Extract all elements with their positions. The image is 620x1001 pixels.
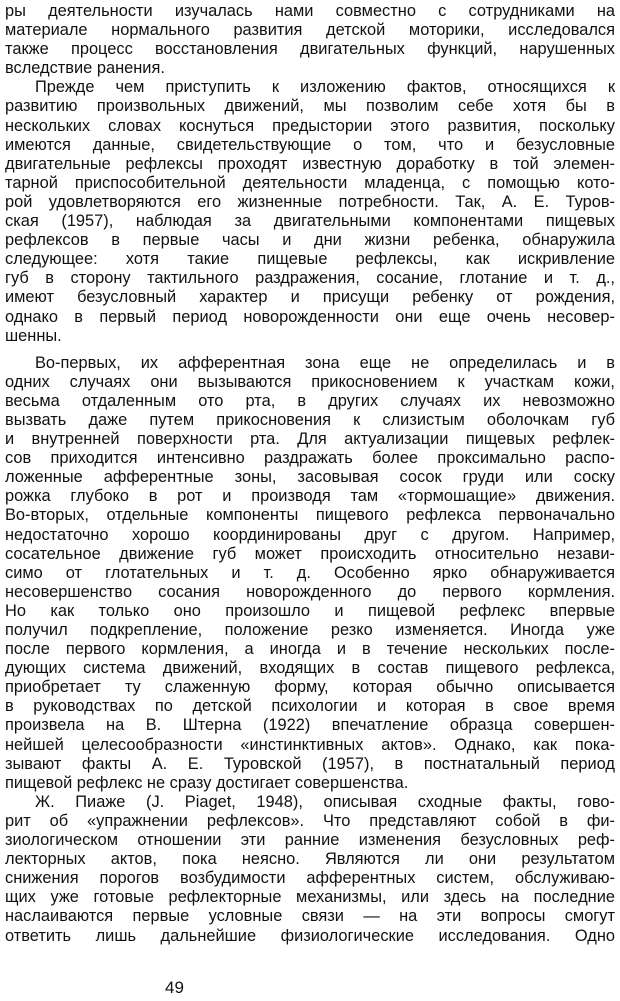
text-line: вследствие ранения. [5, 59, 165, 78]
text-line: произвела на В. Штерна (1922) впечатление образца совершен- [5, 716, 615, 735]
text-line: Во-вторых, отдельные компоненты пищевого рефлекса первоначально [5, 506, 615, 525]
text-line: также процесс восстановления двигательных функций, нарушенных [5, 40, 615, 59]
text-line: материале нормального развития детской моторики, исследовался [5, 21, 615, 40]
text-line: ская (1957), наблюдая за двигательными компонентами пищевых [5, 212, 615, 231]
text-line: вызвать даже путем прикосновения к слизистым оболочкам губ [5, 410, 615, 429]
text-line: получил подкрепление, положение резко изменяется. Иногда уже [5, 621, 615, 639]
text-line: Ж. Пиаже (J. Piaget, 1948), описывая сходные факты, гово- [35, 792, 615, 811]
text-line: дующих система движений, входящих в состав пищевого рефлекса, [5, 659, 615, 678]
text-line: имеются данные, свидетельствующие о том, что и безусловные [5, 135, 615, 154]
text-line: и внутренней поверхности рта. Для актуализации пищевых рефлек- [5, 430, 615, 449]
text-line: зиологическом отношении эти ранние изменения безусловных реф- [5, 831, 615, 850]
text-line: ответить лишь дальнейшие физиологические исследования. Одно [5, 926, 615, 945]
text-line: Но как только оно произошло и пищевой рефлекс впервые [5, 601, 615, 620]
text-line: двигательные рефлексы проходят известную доработку в той элемен- [5, 154, 615, 173]
text-line: нескольких словах коснуться предыстории этого развития, поскольку [5, 116, 615, 135]
text-line: сов приходится интенсивно раздражать более проксимально распо- [5, 449, 615, 468]
text-line: недостаточно хорошо координированы друг с другом. Например, [5, 525, 615, 544]
text-line: снижения порогов возбудимости афферентных систем, обслуживаю- [5, 869, 615, 888]
text-line: губ в сторону тактильного раздражения, сосание, глотание и т. д., [5, 269, 615, 288]
text-line: тарной приспособительной деятельности младенца, с помощью кото- [5, 173, 615, 192]
text-line: имеют безусловный характер и присущи ребенку от рождения, [5, 288, 615, 307]
text-line: в руководствах по детской психологии и которая в свое время [5, 697, 615, 716]
paragraph [5, 354, 615, 793]
text-line: сосательное движение губ может происходить относительно незави- [5, 544, 615, 563]
text-line: Прежде чем приступить к изложению фактов, относящихся к [35, 78, 615, 97]
text-line: несовершенство сосания новорожденного до первого кормления. [5, 582, 615, 601]
page-body [5, 2, 615, 946]
text-line: развитию произвольных движений, мы позволим себе хотя бы в [5, 97, 615, 116]
text-line: приобретает ту слаженную форму, которая обычно описывается [5, 678, 615, 697]
text-line: ры деятельности изучалась нами совместно с сотрудниками на [5, 2, 615, 20]
text-line: рит об «упражнении рефлексов». Что представляют собой в фи- [5, 811, 615, 830]
text-line: Во-первых, их афферентная зона еще не определилась и в [35, 353, 615, 372]
text-line: лекторных актов, пока неясно. Являются ли они результатом [5, 850, 615, 869]
text-line: зывают факты А. Е. Туровской (1957), в постнатальный период [5, 754, 615, 773]
page-number: 49 [165, 978, 184, 997]
text-line: весьма отдаленным ото рта, в других случаях их невозможно [5, 391, 615, 410]
paragraph [5, 78, 615, 345]
text-line: наслаиваются первые условные связи — на эти вопросы смогут [5, 907, 615, 926]
paragraph [5, 2, 615, 78]
text-line: шенны. [5, 326, 62, 345]
text-line: рефлексов в первые часы и дни жизни ребенка, обнаружила [5, 231, 615, 250]
text-line: одних случаях они вызываются прикосновением к участкам кожи, [5, 372, 615, 391]
text-line: рожка глубоко в рот и производя там «тормошащие» движения. [5, 487, 615, 506]
text-line: пищевой рефлекс не сразу достигает совершенства. [5, 773, 409, 792]
text-line: симо от глотательных и т. д. Особенно ярко обнаруживается [5, 563, 615, 582]
text-line: ложенные афферентные зоны, засовывая сосок груди или соску [5, 468, 615, 487]
paragraph [5, 793, 615, 946]
text-line: после первого кормления, а иногда и в течение нескольких после- [5, 640, 615, 659]
text-line: следующее: хотя такие пищевые рефлексы, как искривление [5, 250, 615, 269]
text-line: рой удовлетворяются его жизненные потребности. Так, А. Е. Туров- [5, 192, 615, 211]
text-line: щих уже готовые рефлекторные механизмы, или здесь на последние [5, 888, 615, 907]
text-line: однако в первый период новорожденности они еще очень несовер- [5, 307, 615, 326]
text-line: нейшей целесообразности «инстинктивных актов». Однако, как пока- [5, 735, 615, 754]
